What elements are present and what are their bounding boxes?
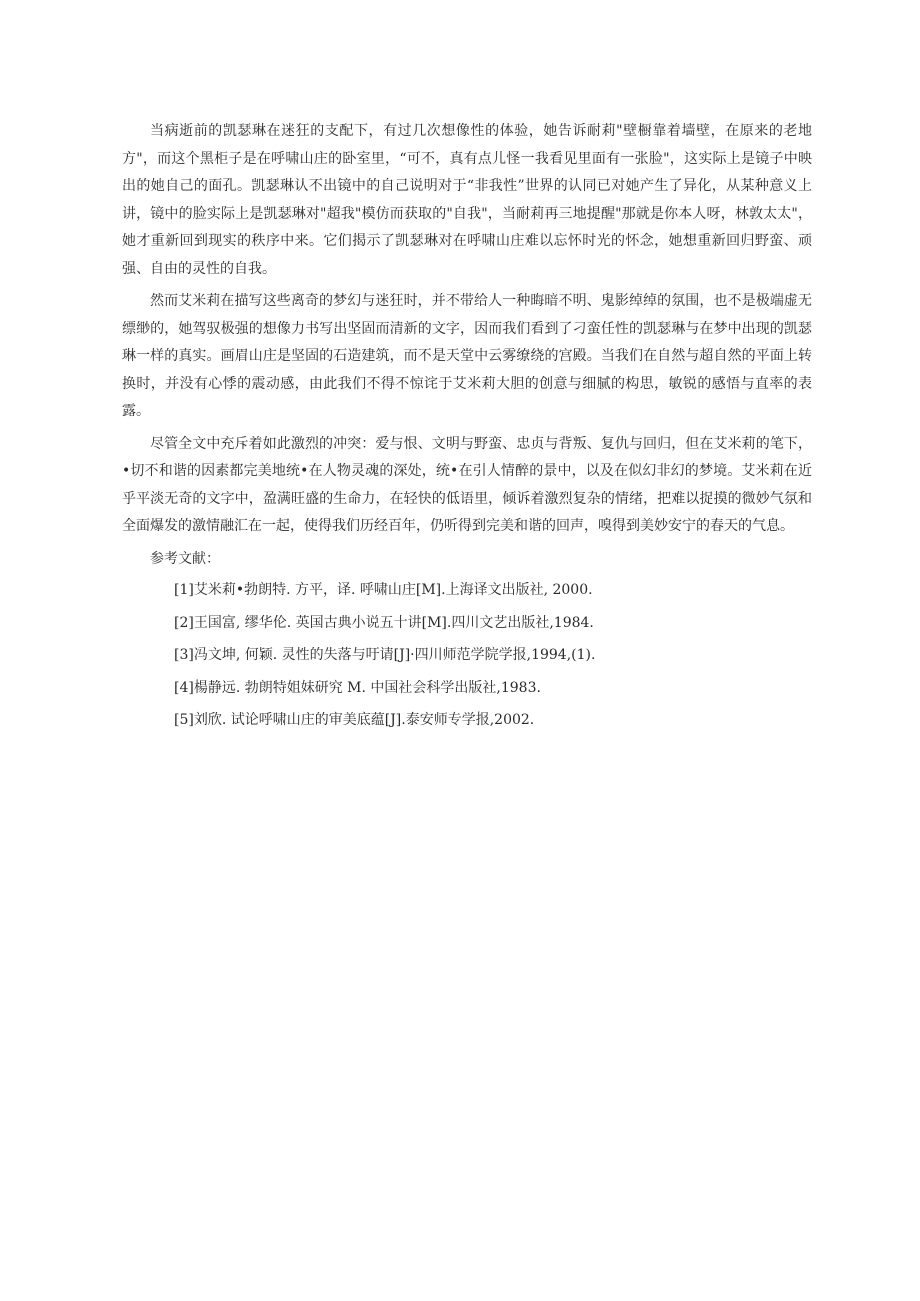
body-paragraph-1: 当病逝前的凯瑟琳在迷狂的支配下，有过几次想像性的体验，她告诉耐莉"壁橱靠着墙壁，在原来的老地方"，而这个黑柜子是在呼啸山庄的卧室里，“可不，真有点儿怪一我看见里面有一张脸"，这实际上是镜子中映出的她自己的面孔。凯瑟琳认不出镜中的自己说明对于“非我性”世界的认同已对她产生了异化，从某种意义上讲，镜中的脸实际上是凯瑟琳对"超我"模仿而获取的"自我"，当耐莉再三地提醒"那就是你本人呀，林敦太太"，她才重新回到现实的秩序中来。它们揭示了凯瑟琳对在呼啸山庄难以忘怀时光的怀念，她想重新回归野蛮、顽强、自由的灵性的自我。 (122, 123, 812, 277)
reference-item-4: [4]楊静远. 勃朗特姐妹研究 M. 中国社会科学出版社,1983. (174, 679, 541, 696)
reference-item-5: [5]刘欣. 试论呼啸山庄的审美底蕴[J].泰安师专学报,2002. (174, 712, 535, 728)
reference-item-1: [1]艾米莉•勃朗特. 方平，译. 呼啸山庄[M].上海译文出版社, 2000. (174, 582, 593, 598)
body-paragraph-2: 然而艾米莉在描写这些离奇的梦幻与迷狂时，并不带给人一种晦暗不明、鬼影绰绰的氛围，也不是极端虚无缥缈的，她驾驭极强的想像力书写出坚固而清新的文字，因而我们看到了刁蛮任性的凯瑟琳与在梦中出现的凯瑟琳一样的真实。画眉山庄是坚固的石造建筑，而不是天堂中云雾缭绕的宫殿。当我们在自然与超自然的平面上转换时，并没有心悸的震动感，由此我们不得不惊诧于艾米莉大胆的创意与细腻的构思，敏锐的感悟与直率的表露。 (122, 293, 812, 419)
body-paragraph-3: 尽管全文中充斥着如此激烈的冲突：爱与恨、文明与野蛮、忠贞与背叛、复仇与回归，但在艾米莉的笔下，•切不和谐的因素都完美地统•在人物灵魂的深处，统•在引人情醉的景中，以及在似幻非幻的梦境。艾米莉在近乎平淡无奇的文字中，盈满旺盛的生命力，在轻快的低语里，倾诉着激烈复杂的情绪，把难以捉摸的微妙气氛和全面爆发的激情融汇在一起，使得我们历经百年，仍听得到完美和谐的回声，嗅得到美妙安宁的春天的气息。 (122, 435, 812, 534)
references-heading: 参考文献： (150, 550, 220, 567)
document-body (122, 118, 812, 740)
reference-item-3: [3]冯文坤, 何颖. 灵性的失落与吁请[J]·四川师范学院学报,1994,(1). (174, 647, 596, 663)
reference-item-2: [2]王国富, 缪华伦. 英国古典小说五十讲[M].四川文艺出版社,1984. (174, 614, 594, 631)
reference-list (122, 577, 812, 735)
